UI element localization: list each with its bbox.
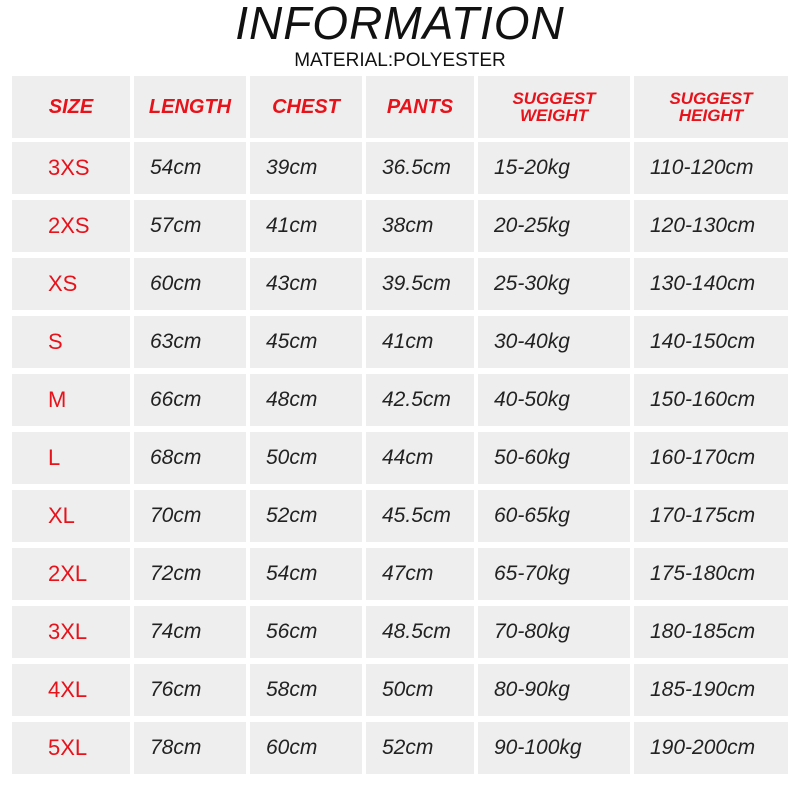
- table-cell-suggest-height: 170-175cm: [634, 490, 788, 542]
- table-cell-pants: 36.5cm: [366, 142, 474, 194]
- table-cell-pants: 48.5cm: [366, 606, 474, 658]
- table-row: [12, 664, 788, 716]
- table-cell-length: 74cm: [134, 606, 246, 658]
- table-cell-suggest-height: 120-130cm: [634, 200, 788, 252]
- table-cell-length: 63cm: [134, 316, 246, 368]
- table-cell-chest: 52cm: [250, 490, 362, 542]
- table-cell-pants: 42.5cm: [366, 374, 474, 426]
- table-cell-suggest-height: 190-200cm: [634, 722, 788, 774]
- size-label: M: [12, 374, 130, 426]
- table-cell-suggest-weight: 25-30kg: [478, 258, 630, 310]
- column-header-chest: [250, 76, 362, 138]
- size-label: 3XL: [12, 606, 130, 658]
- table-cell-chest: 60cm: [250, 722, 362, 774]
- page-title: INFORMATION: [235, 0, 565, 49]
- table-cell-pants: 44cm: [366, 432, 474, 484]
- table-row: [12, 490, 788, 542]
- column-header-pants: [366, 76, 474, 138]
- table-cell-length: 60cm: [134, 258, 246, 310]
- table-cell-length: 78cm: [134, 722, 246, 774]
- table-cell-length: 70cm: [134, 490, 246, 542]
- table-cell-chest: 50cm: [250, 432, 362, 484]
- column-header-line: SIZE: [48, 95, 94, 118]
- table-cell-suggest-weight: 50-60kg: [478, 432, 630, 484]
- table-row: [12, 142, 788, 194]
- table-cell-pants: 47cm: [366, 548, 474, 600]
- column-header-line: SUGGEST: [669, 89, 753, 108]
- table-cell-length: 66cm: [134, 374, 246, 426]
- table-cell-suggest-height: 175-180cm: [634, 548, 788, 600]
- table-cell-pants: 45.5cm: [366, 490, 474, 542]
- table-cell-suggest-weight: 90-100kg: [478, 722, 630, 774]
- table-cell-length: 76cm: [134, 664, 246, 716]
- size-label: L: [12, 432, 130, 484]
- table-cell-pants: 41cm: [366, 316, 474, 368]
- table-cell-length: 72cm: [134, 548, 246, 600]
- table-row: [12, 606, 788, 658]
- material-subtitle: MATERIAL:POLYESTER: [294, 50, 506, 71]
- column-header-size: [12, 76, 130, 138]
- table-cell-suggest-weight: 15-20kg: [478, 142, 630, 194]
- table-cell-pants: 38cm: [366, 200, 474, 252]
- table-header-row: [12, 76, 788, 138]
- table-row: [12, 432, 788, 484]
- table-cell-length: 54cm: [134, 142, 246, 194]
- table-cell-suggest-weight: 80-90kg: [478, 664, 630, 716]
- column-header-line: CHEST: [272, 95, 340, 118]
- column-header-suggest-height: [634, 76, 788, 138]
- size-label: 5XL: [12, 722, 130, 774]
- table-row: [12, 722, 788, 774]
- column-header-line: HEIGHT: [678, 106, 744, 125]
- table-cell-pants: 39.5cm: [366, 258, 474, 310]
- table-row: [12, 316, 788, 368]
- column-header-suggest-weight: [478, 76, 630, 138]
- table-cell-suggest-height: 160-170cm: [634, 432, 788, 484]
- column-header-line: LENGTH: [148, 95, 232, 118]
- table-cell-pants: 52cm: [366, 722, 474, 774]
- table-cell-chest: 48cm: [250, 374, 362, 426]
- table-cell-suggest-weight: 30-40kg: [478, 316, 630, 368]
- table-cell-chest: 41cm: [250, 200, 362, 252]
- table-cell-suggest-weight: 70-80kg: [478, 606, 630, 658]
- size-label: 2XL: [12, 548, 130, 600]
- table-cell-chest: 45cm: [250, 316, 362, 368]
- column-header-line: WEIGHT: [520, 106, 588, 125]
- table-row: [12, 200, 788, 252]
- table-cell-chest: 58cm: [250, 664, 362, 716]
- table-row: [12, 374, 788, 426]
- table-cell-suggest-height: 140-150cm: [634, 316, 788, 368]
- table-cell-suggest-height: 110-120cm: [634, 142, 788, 194]
- table-cell-length: 57cm: [134, 200, 246, 252]
- table-cell-chest: 56cm: [250, 606, 362, 658]
- table-cell-suggest-height: 150-160cm: [634, 374, 788, 426]
- size-label: XS: [12, 258, 130, 310]
- size-label: XL: [12, 490, 130, 542]
- table-cell-chest: 39cm: [250, 142, 362, 194]
- table-cell-chest: 43cm: [250, 258, 362, 310]
- table-cell-suggest-weight: 65-70kg: [478, 548, 630, 600]
- table-cell-chest: 54cm: [250, 548, 362, 600]
- table-cell-suggest-height: 185-190cm: [634, 664, 788, 716]
- table-cell-suggest-height: 180-185cm: [634, 606, 788, 658]
- column-header-line: PANTS: [386, 95, 454, 118]
- table-cell-suggest-height: 130-140cm: [634, 258, 788, 310]
- size-label: S: [12, 316, 130, 368]
- table-cell-length: 68cm: [134, 432, 246, 484]
- table-cell-suggest-weight: 20-25kg: [478, 200, 630, 252]
- size-label: 2XS: [12, 200, 130, 252]
- column-header-line: SUGGEST: [512, 89, 596, 108]
- column-header-length: [134, 76, 246, 138]
- table-cell-suggest-weight: 40-50kg: [478, 374, 630, 426]
- table-cell-pants: 50cm: [366, 664, 474, 716]
- table-cell-suggest-weight: 60-65kg: [478, 490, 630, 542]
- table-row: [12, 258, 788, 310]
- size-chart-table: [12, 76, 788, 776]
- size-label: 3XS: [12, 142, 130, 194]
- size-label: 4XL: [12, 664, 130, 716]
- table-row: [12, 548, 788, 600]
